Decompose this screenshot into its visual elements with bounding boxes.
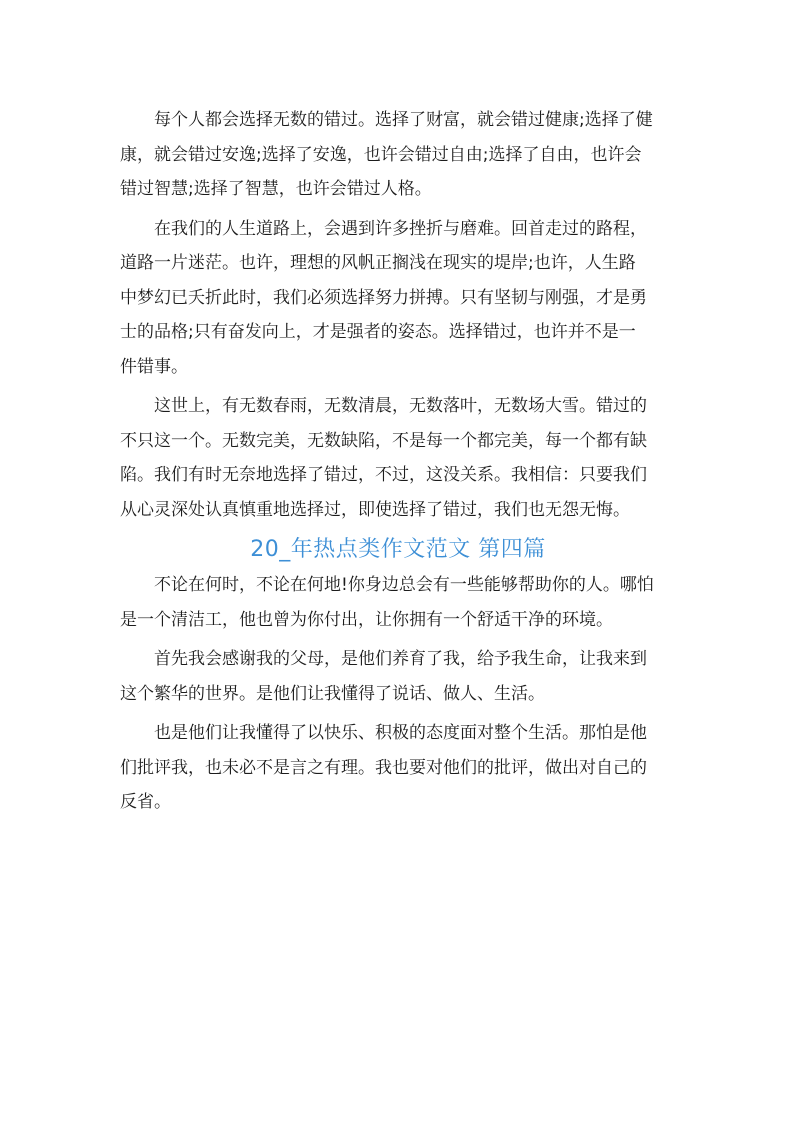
- section-heading: 20_年热点类作文范文 第四篇: [250, 537, 546, 562]
- paragraph: 在我们的人生道路上，会遇到许多挫折与磨难。回首走过的路程， 道路一片迷茫。也许，理想的风帆正搁浅在现实的堤岸;也许，人生路 中梦幻已夭折此时，我们必须选择努力拼搏。只有坚韧与刚强，才是勇 士的品格;只有奋发向上，才是强者的姿态。选择错过，也许并不是一 件错事。: [120, 218, 647, 377]
- paragraph: 也是他们让我懂得了以快乐、积极的态度面对整个生活。那怕是他 们批评我，也未必不是言之有理。我也要对他们的批评，做出对自己的 反省。: [120, 723, 647, 812]
- paragraph: 不论在何时，不论在何地!你身边总会有一些能够帮助你的人。哪怕 是一个清洁工，他也曾为你付出，让你拥有一个舒适干净的环境。: [120, 575, 654, 630]
- paragraph: 首先我会感谢我的父母，是他们养育了我，给予我生命，让我来到 这个繁华的世界。是他们让我懂得了说话、做人、生活。: [120, 649, 647, 704]
- document-body: [120, 103, 676, 825]
- paragraph: 这世上，有无数春雨，无数清晨，无数落叶，无数场大雪。错过的 不只这一个。无数完美，无数缺陷，不是每一个都完美，每一个都有缺 陷。我们有时无奈地选择了错过，不过，这没关系。我相信：只要我们 从心灵深处认真慎重地选择过，即使选择了错过，我们也无怨无悔。: [120, 396, 647, 520]
- paragraph: 每个人都会选择无数的错过。选择了财富，就会错过健康;选择了健 康，就会错过安逸;选择了安逸，也许会错过自由;选择了自由，也许会 错过智慧;选择了智慧，也许会错过人格。: [120, 110, 653, 199]
